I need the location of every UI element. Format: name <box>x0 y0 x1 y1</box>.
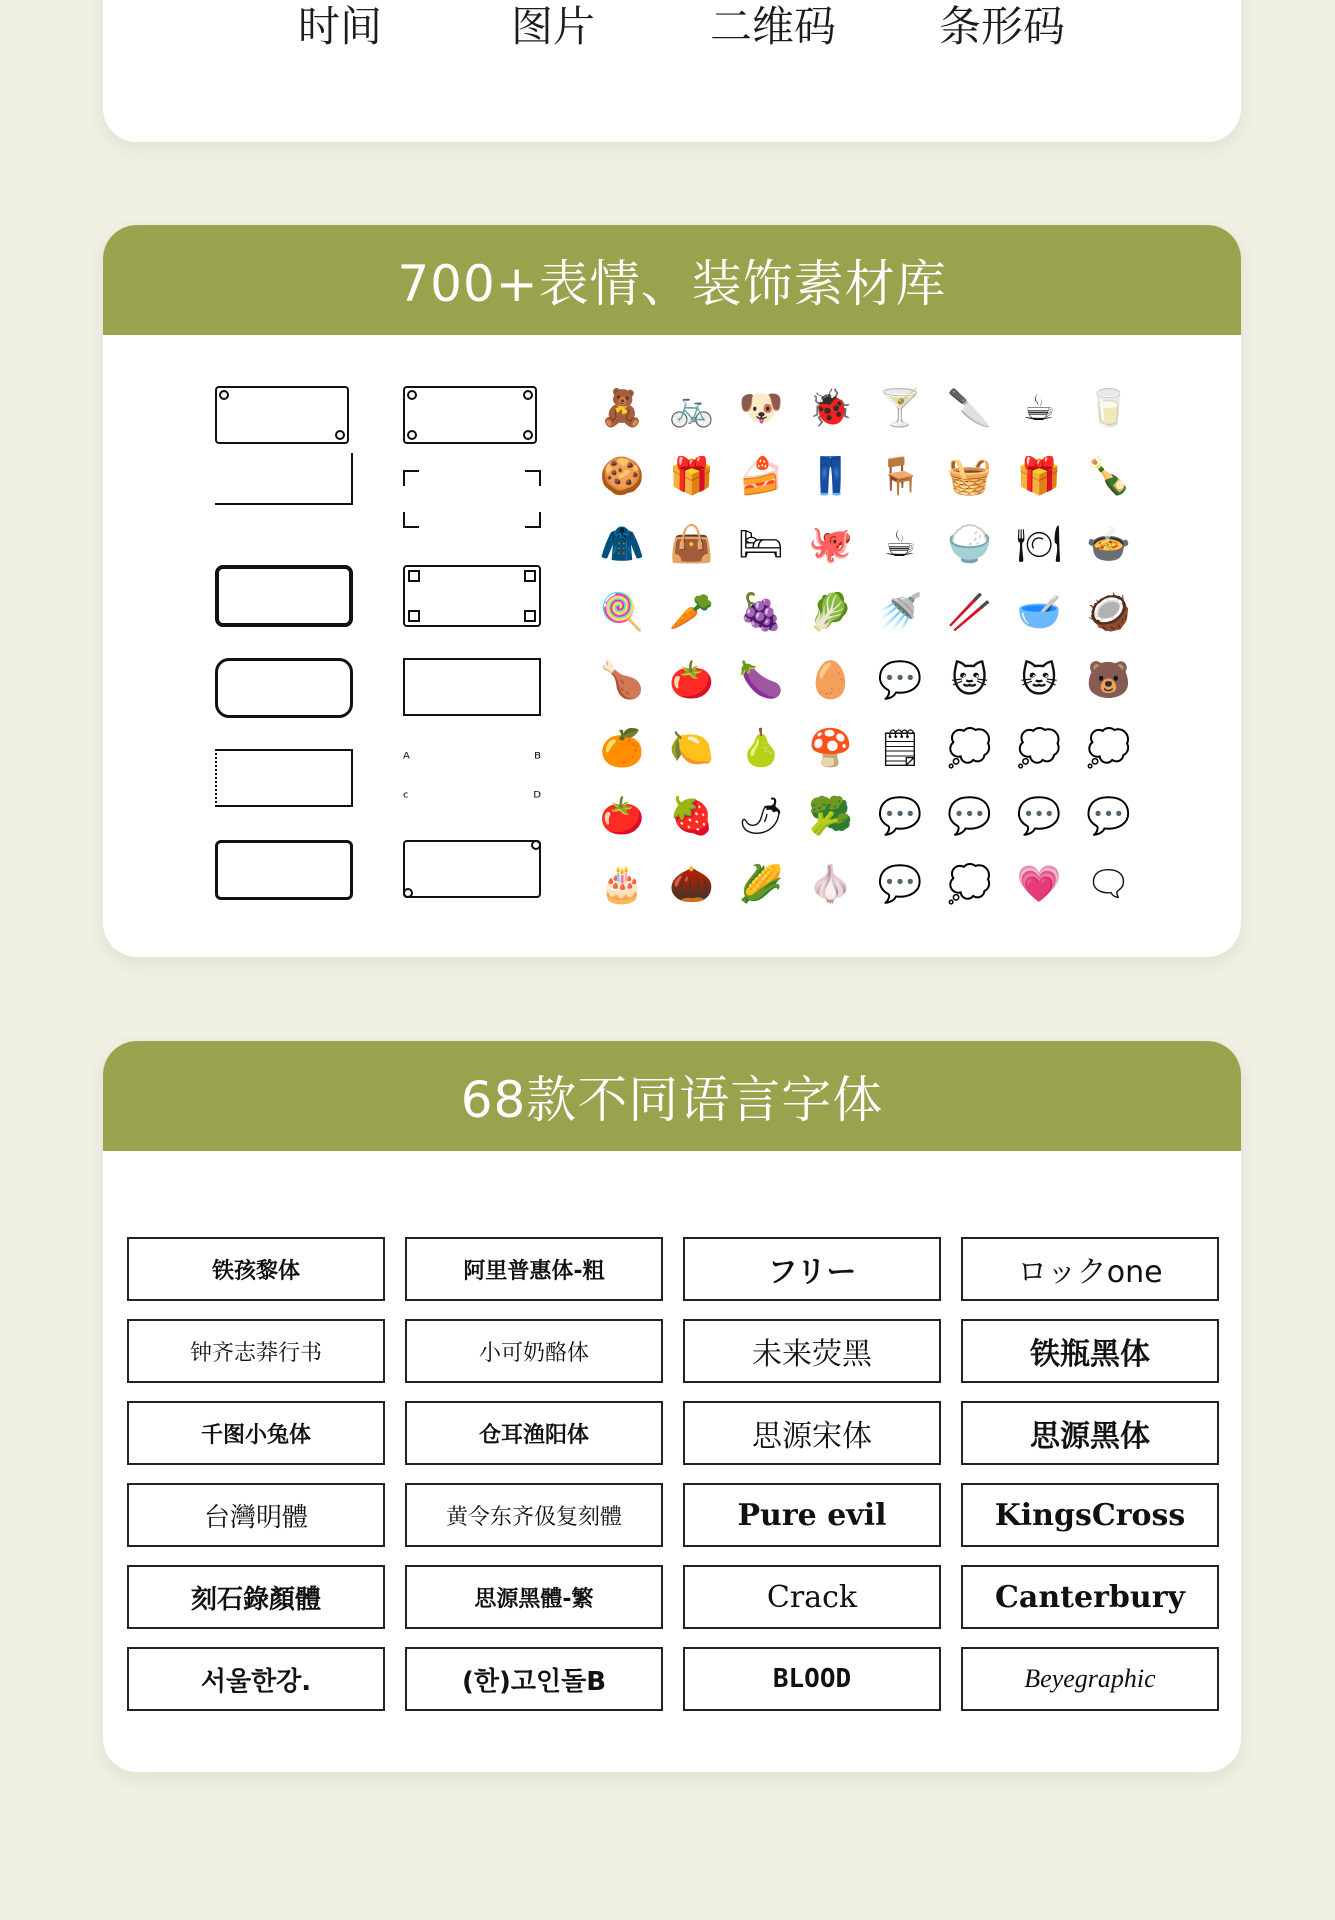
frame-thick-cut[interactable] <box>215 565 353 627</box>
corner-dot-icon <box>219 390 229 400</box>
bracket-corner-icon <box>403 470 419 486</box>
sticker-icon[interactable]: 💬 <box>1086 796 1131 837</box>
sticker-icon[interactable]: 🥣 <box>1016 592 1062 633</box>
sticker-icon[interactable]: 🍐 <box>738 728 784 769</box>
corner-square-icon <box>408 610 420 622</box>
sticker-icon[interactable]: 🧄 <box>808 864 853 905</box>
sticker-icon[interactable]: 🐶 <box>738 388 784 429</box>
sticker-icon[interactable]: 🍪 <box>599 456 645 497</box>
corner-square-icon <box>524 610 536 622</box>
corner-dot-icon <box>523 390 533 400</box>
sticker-icon[interactable]: 🍓 <box>669 796 714 837</box>
sticker-icon[interactable]: 🔪 <box>947 388 992 429</box>
sticker-icon[interactable]: 💭 <box>1016 728 1062 769</box>
corner-square-icon <box>408 570 420 582</box>
font-library-card <box>103 1041 1241 1772</box>
feature-label-image: 图片 <box>510 2 596 51</box>
sticker-icon[interactable]: 🐙 <box>808 524 853 565</box>
sticker-icon[interactable]: 🧺 <box>947 456 992 497</box>
sticker-icon[interactable]: 🍇 <box>738 592 784 633</box>
sticker-icon[interactable]: 🐻 <box>1086 660 1131 701</box>
frame-bold-rounded[interactable] <box>215 840 353 900</box>
sticker-icon[interactable]: 🌰 <box>669 864 714 905</box>
font-sample[interactable]: 钟齐志莽行书 <box>127 1319 385 1383</box>
sticker-icon[interactable]: 🍗 <box>599 660 645 701</box>
sticker-icon[interactable]: 🍸 <box>877 388 923 429</box>
sticker-icon[interactable]: 🎁 <box>669 456 714 497</box>
font-sample[interactable]: 铁瓶黑体 <box>961 1319 1219 1383</box>
font-sample[interactable]: Beyegraphic <box>961 1647 1219 1711</box>
font-sample[interactable]: ロックone <box>961 1237 1219 1301</box>
frame-curl-corner[interactable] <box>403 840 541 898</box>
font-sample[interactable]: 千图小兔体 <box>127 1401 385 1465</box>
sticker-icon[interactable]: ☕ <box>1022 388 1056 429</box>
sticker-icon[interactable]: 💬 <box>947 796 992 837</box>
sticker-icon[interactable]: 🥛 <box>1086 388 1131 429</box>
sticker-icon[interactable]: 💗 <box>1016 864 1062 905</box>
sticker-icon[interactable]: 🚲 <box>669 388 714 429</box>
sticker-icon[interactable]: 🍽 <box>1016 524 1062 565</box>
sticker-icon[interactable]: 🍰 <box>738 456 784 497</box>
feature-label-time: 时间 <box>297 2 383 51</box>
feature-labels <box>103 0 1241 51</box>
font-sample[interactable]: 仓耳渔阳体 <box>405 1401 663 1465</box>
sticker-icon[interactable]: 🐱 <box>950 660 989 701</box>
font-sample[interactable]: 서울한강. <box>127 1647 385 1711</box>
font-sample[interactable]: 思源黑体 <box>961 1401 1219 1465</box>
corner-dot-icon <box>407 390 417 400</box>
font-sample[interactable]: 思源黑體-繁 <box>405 1565 663 1629</box>
sticker-icon[interactable]: 🍚 <box>947 524 992 565</box>
frame-bracket-corners[interactable] <box>403 470 541 528</box>
feature-label-barcode: 条形码 <box>938 2 1066 51</box>
sticker-icon[interactable]: 🥦 <box>808 796 853 837</box>
sticker-icon[interactable]: 💬 <box>877 796 923 837</box>
sticker-icon[interactable]: 🪑 <box>877 456 923 497</box>
feature-label-qrcode: 二维码 <box>709 2 837 51</box>
sticker-icon[interactable]: 👜 <box>669 524 714 565</box>
sticker-icon[interactable]: 🍅 <box>599 796 645 837</box>
sticker-icon[interactable]: 🍄 <box>808 728 853 769</box>
sticker-icon[interactable]: 💬 <box>1016 796 1062 837</box>
sticker-icon[interactable]: 🍭 <box>599 592 645 633</box>
font-sample[interactable]: 未来荧黑 <box>683 1319 941 1383</box>
letter-b-icon: ᴮ <box>534 749 541 768</box>
sticker-icon[interactable]: 🎂 <box>599 864 645 905</box>
font-sample[interactable]: 台灣明體 <box>127 1483 385 1547</box>
frame-scalloped[interactable] <box>215 658 353 718</box>
sticker-icon[interactable]: 🍲 <box>1086 524 1131 565</box>
font-sample[interactable]: 阿里普惠体-粗 <box>405 1237 663 1301</box>
sticker-icon[interactable]: 🌶 <box>738 796 784 837</box>
font-sample[interactable]: 刻石錄顏體 <box>127 1565 385 1629</box>
fonts-section-title: 68款不同语言字体 <box>103 1041 1241 1151</box>
font-sample[interactable]: 小可奶酪体 <box>405 1319 663 1383</box>
sticker-icon[interactable]: 🥚 <box>808 660 853 701</box>
letter-c-icon: ᶜ <box>403 788 409 807</box>
frame-ornate-corners[interactable] <box>403 386 537 444</box>
bracket-corner-icon <box>525 470 541 486</box>
sticker-icon[interactable]: 🥬 <box>808 592 853 633</box>
font-sample[interactable]: 黄令东齐伋复刻體 <box>405 1483 663 1547</box>
sticker-icon[interactable]: 🛏 <box>738 524 784 565</box>
sticker-icon[interactable]: 💬 <box>877 864 923 905</box>
font-sample[interactable]: Pure evil <box>683 1483 941 1547</box>
sticker-icon[interactable]: 🥕 <box>669 592 714 633</box>
frame-line-corner[interactable] <box>215 453 353 505</box>
sticker-icon[interactable]: ☕ <box>883 524 917 565</box>
sticker-icon[interactable]: 🧸 <box>599 388 645 429</box>
curl-icon <box>403 888 413 898</box>
font-sample[interactable]: (한)고인돌B <box>405 1647 663 1711</box>
font-sample[interactable]: KingsCross <box>961 1483 1219 1547</box>
sticker-icon[interactable]: 🥥 <box>1086 592 1131 633</box>
sticker-icon[interactable]: 👖 <box>808 456 853 497</box>
sticker-icon[interactable]: 🍊 <box>599 728 645 769</box>
frame-vine-border[interactable] <box>403 658 541 716</box>
sticker-icon[interactable]: 🗨 <box>1085 864 1132 905</box>
sticker-icon[interactable]: 💬 <box>877 660 923 701</box>
curl-icon <box>531 840 541 850</box>
frame-dotted-side[interactable] <box>215 749 353 807</box>
sticker-icon[interactable]: 💭 <box>947 864 992 905</box>
sticker-icon[interactable]: 🗒 <box>877 728 923 769</box>
sticker-section-title: 700+表情、装饰素材库 <box>103 225 1241 335</box>
sticker-icon[interactable]: 🧥 <box>599 524 645 565</box>
font-sample[interactable]: Crack <box>683 1565 941 1629</box>
bracket-corner-icon <box>403 512 419 528</box>
sticker-icon[interactable]: 🥢 <box>947 592 992 633</box>
sticker-icon[interactable]: 🍾 <box>1086 456 1131 497</box>
corner-dot-icon <box>523 430 533 440</box>
sticker-icon[interactable]: 🍆 <box>738 660 784 701</box>
sticker-icon[interactable]: 🐱 <box>1020 660 1058 701</box>
frame-letter-corners[interactable] <box>403 749 541 807</box>
sticker-icon[interactable]: 💭 <box>947 728 992 769</box>
frame-dot-corner[interactable] <box>215 386 349 444</box>
bracket-corner-icon <box>525 512 541 528</box>
top-feature-card <box>103 0 1241 142</box>
corner-dot-icon <box>335 430 345 440</box>
sticker-library-card <box>103 225 1241 957</box>
sticker-icon[interactable]: 🚿 <box>877 592 923 633</box>
letter-a-icon: ᴬ <box>403 749 410 768</box>
sticker-icon[interactable]: 🐞 <box>808 388 853 429</box>
font-sample[interactable]: 铁孩黎体 <box>127 1237 385 1301</box>
letter-d-icon: ᴰ <box>533 788 541 807</box>
font-sample[interactable]: BLOOD <box>683 1647 941 1711</box>
corner-square-icon <box>524 570 536 582</box>
frame-square-corners[interactable] <box>403 565 541 627</box>
corner-dot-icon <box>407 430 417 440</box>
font-sample[interactable]: フリー <box>683 1237 941 1301</box>
font-sample[interactable]: 思源宋体 <box>683 1401 941 1465</box>
sticker-icon[interactable]: 🌽 <box>738 864 784 905</box>
sticker-icon[interactable]: 💭 <box>1086 728 1131 769</box>
sticker-icon[interactable]: 🎁 <box>1016 456 1062 497</box>
sticker-icon[interactable]: 🍅 <box>669 660 714 701</box>
font-sample[interactable]: Canterbury <box>961 1565 1219 1629</box>
sticker-icon[interactable]: 🍋 <box>669 728 714 769</box>
